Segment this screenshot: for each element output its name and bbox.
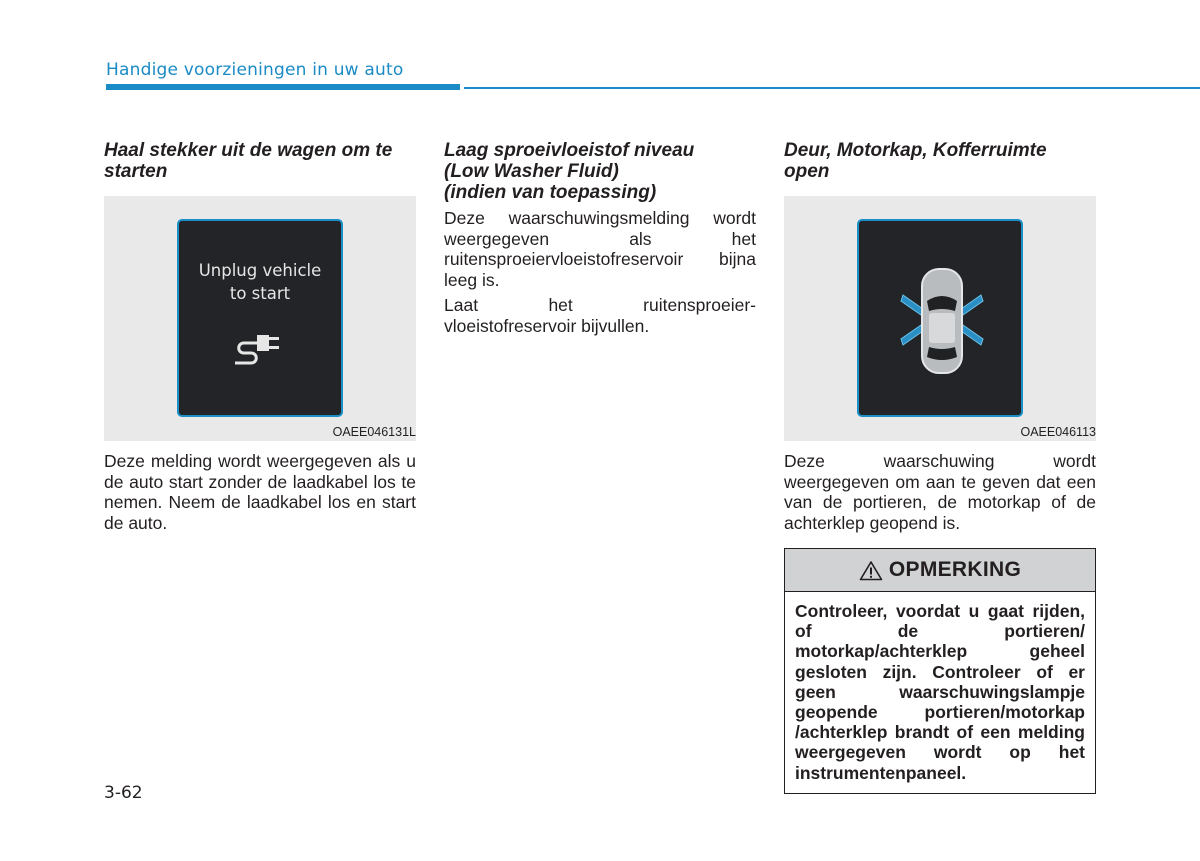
figure-code: OAEE046131L [332,425,416,439]
paragraph-washer-1: Deze waarschuwingsmelding wordt weergegeven als het ruitensproeiervloeistofreservoir bijna leeg is. [444,208,756,290]
warning-triangle-icon [859,560,883,581]
note-title: OPMERKING [888,558,1022,581]
note-header [785,549,1095,592]
column-doors [784,140,1096,533]
header-rule-thick [106,84,460,90]
page-number: 3-62 [104,783,143,803]
figure-doors [784,196,1096,441]
paragraph-washer-2: Laat het ruitensproeier- vloeistofreservoir bijvullen. [444,295,756,336]
heading-washer: Laag sproeivloeistof niveau (Low Washer Fluid) (indien van toepassing) [444,140,695,203]
car-doors-open-icon [889,261,995,381]
figure-unplug [104,196,416,441]
paragraph-doors: Deze waarschuwing wordt weergegeven om aan te geven dat een van de portieren, de motorkap of de achterklep geopend is. [784,451,1096,533]
note-text: Controleer, voordat u gaat rijden, of de portieren/ motorkap/achterklep geheel gesloten zijn. Controleer of er geen waarschuwingslampje geopende portieren/motorkap /achterklep brandt of een melding weergegeven wordt op het instrumentenpaneel. [795,601,1085,783]
heading-doors: Deur, Motorkap, Kofferruimte open [784,140,1047,182]
column-washer [444,140,756,336]
screen-message: Unplug vehicle to start [198,261,322,303]
unplug-icon [231,329,295,369]
cluster-screen [857,219,1023,417]
figure-code: OAEE046113 [1020,425,1096,439]
column-unplug [104,140,416,533]
header-rule-thin [464,87,1200,89]
note-box [784,548,1096,794]
cluster-screen [177,219,343,417]
paragraph-unplug: Deze melding wordt weergegeven als u de auto start zonder de laadkabel los te nemen. Neem de laadkabel los en start de auto. [104,451,416,533]
section-title: Handige voorzieningen in uw auto [106,60,404,80]
heading-unplug: Haal stekker uit de wagen om te starten [104,140,393,182]
